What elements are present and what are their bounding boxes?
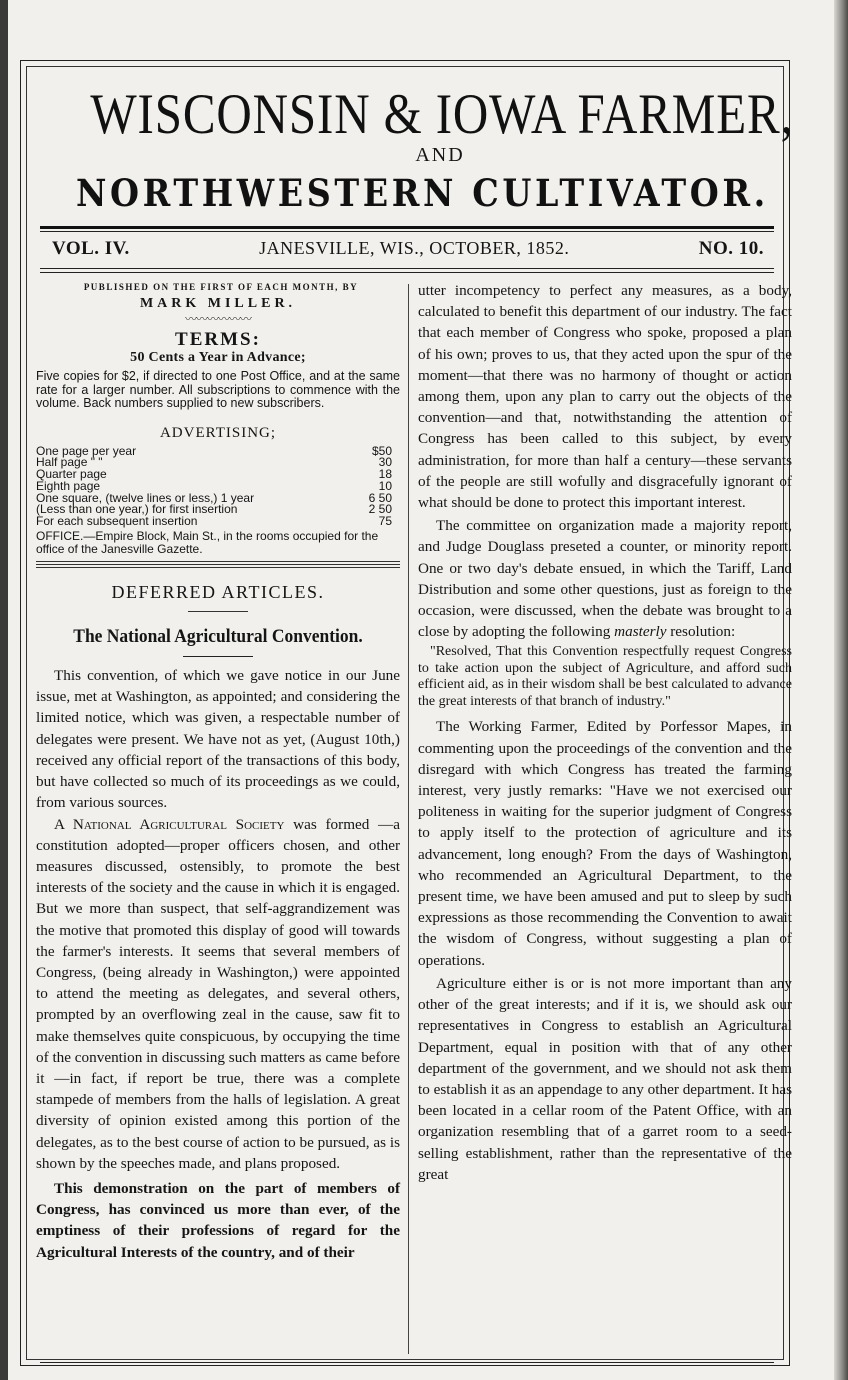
rate-price: 10 [378, 478, 392, 493]
dateline: JANESVILLE, WIS., OCTOBER, 1852. [259, 238, 570, 258]
terms-text: Five copies for $2, if directed to one Post Office, and at the same rate for a larger number. All subscriptions to commence with the volume. Back numbers supplied to new subscribers. [36, 369, 400, 410]
section-separator [188, 611, 248, 612]
publisher-box [36, 282, 400, 568]
rate-label: Eighth page [36, 478, 101, 493]
article-heading: The National Agricultural Convention. [73, 626, 363, 648]
emphasis: masterly [614, 623, 667, 641]
article-paragraph: utter incompetency to perfect any measures, as a body, calculated to benefit this department of our industry. The fact that each member of Congress who spoke, proposed a plan of his own; proves to us, that they acted upon the spur of the moment—that there was no harmony of thought or action among them, upon any plan to carry out the objects of the convention—and that, notwithstanding the attention of Congress has been called to this subject, by every administration, for more than half a century—these servants of the people are still wofully and disgracefully ignorant of what should be done to protect this important interest. [418, 282, 792, 512]
article-paragraph: This convention, of which we gave notice in our June issue, met at Washington, as appointed; and considering the limited notice, which was given, a respectable number of delegates were present. We have not as yet, (August 10th,) received any official report of the transactions of this body, but have collected so much of its proceedings as we could, from various sources. [36, 667, 400, 812]
article-paragraph: Agriculture either is or is not more important than any other of the great interests; and if it is, we should ask our representatives in Congress to establish an Agricultural Department, equal in position with that of any other department of the government, and we should not ask them to establish it as an appendage to any other department. It has been located in a cellar room of the Patent Office, with an organization resembling that of a garret room to a seed-selling establishment, rather than the representative of the great [418, 974, 792, 1183]
advertising-rates [36, 443, 400, 529]
rate-price: $50 [371, 443, 392, 458]
terms-heading: TERMS: [175, 329, 261, 350]
publication-notice: PUBLISHED ON THE FIRST OF EACH MONTH, BY [83, 282, 359, 292]
rate-label: (Less than one year,) for first insertion [36, 502, 238, 517]
masthead-rule-thin [40, 231, 774, 232]
publisher-name: MARK MILLER. [139, 296, 297, 311]
subscription-price: 50 Cents a Year in Advance; [130, 350, 306, 365]
rate-price: 18 [378, 467, 392, 482]
rate-label: Quarter page [36, 467, 107, 482]
scan-left-edge [0, 0, 8, 1380]
rate-price: 6 50 [368, 490, 392, 505]
paragraph-text: The committee on organization made a majority report, and Judge Douglass preseted a counter, or minority report. One or two day's debate ensued, in which the Tariff, Land Distribution and some other questions, just as foreign to the occasion, were discussed, when the debate was brought to a close by adopting the following [418, 517, 792, 641]
paragraph-text: was formed —a constitution adopted—proper officers chosen, and other measures discussed, ostensibly, to promote the best interests of the society and the cause in which it is engaged. But we more than suspect, that self-aggrandizement was the motive that promoted this display of good will towards the farmer's interests. It seems that several members of Congress, (being already in Washington,) were appointed to attend the meeting as delegates, and several others, prompted by an overflowing zeal in the cause, saw fit to make themselves quite conspicuous, by occupying the time of the convention in discussing such matters as came before it —in fact, if report be true, there was a complete stampede of members from the halls of legislation. A great diversity of opinion existed among this portion of the delegates, as to the best course of action to be pursued, as is shown by the speeches made, and plans proposed. [36, 815, 400, 1172]
masthead [40, 83, 794, 215]
left-column [36, 282, 400, 1263]
article-paragraph [418, 515, 792, 642]
column-divider [408, 284, 409, 1354]
box-rule-double [36, 564, 400, 568]
rate-price: 2 50 [368, 502, 392, 517]
article-separator [183, 656, 253, 657]
rate-label: One page per year [36, 443, 137, 458]
issue-line [52, 238, 764, 260]
volume-number: VOL. IV. [52, 238, 130, 259]
article-paragraph: This demonstration on the part of members of Congress, has convinced us more than ever, of the emptiness of their professions of regard for the Agricultural Interests of the country, and of their [36, 1179, 400, 1261]
masthead-rule [40, 226, 774, 229]
article-paragraph: The Working Farmer, Edited by Porfessor Mapes, in commenting upon the proceedings of the convention and the disregard with which Congress has treated the farming interest, very justly remarks: "Have we not exercised our politeness in waiting for the superior judgment of Congress to apply itself to the protection of agriculture and its advancement, long enough? From the days of Washington, who recommended an Agricultural Department, to the present time, we have been amused and put to sleep by such expressions as those recommending the Convention to await the wisdom of Congress, without suggesting a plan of operations. [418, 718, 792, 969]
paragraph-text: resolution: [666, 623, 736, 641]
masthead-and: AND [415, 144, 465, 166]
issue-number: NO. 10. [698, 238, 764, 259]
issue-rule [40, 268, 774, 269]
box-rule [36, 561, 400, 562]
section-heading: DEFERRED ARTICLES. [111, 582, 325, 603]
newspaper-title: WISCONSIN & IOWA FARMER, [90, 83, 794, 146]
rate-label: One square, (twelve lines or less,) 1 year [36, 490, 255, 505]
bottom-rule [40, 1362, 774, 1363]
society-name: A National Agricultural Society [54, 815, 285, 833]
rate-row [36, 516, 400, 528]
advertising-heading: ADVERTISING; [159, 424, 277, 441]
rate-price: 75 [378, 514, 392, 529]
right-column [418, 280, 792, 1185]
newspaper-subtitle: NORTHWESTERN CULTIVATOR. [76, 171, 769, 215]
article-paragraph [36, 814, 400, 1174]
ornament-rule: 〰〰〰〰〰〰 [184, 312, 251, 326]
rate-label: Half page " " [36, 455, 103, 470]
office-notice: OFFICE.—Empire Block, Main St., in the rooms occupied for the office of the Janesville Gazette. [36, 529, 379, 556]
rate-label: For each subsequent insertion [36, 514, 198, 529]
rate-price: 30 [378, 455, 392, 470]
resolution-quote: "Resolved, That this Convention respectfully request Congress to take action upon the subject of Agriculture, and afford such efficient aid, as in their wisdom shall be best calculated to advance the great interests of that branch of industry." [418, 644, 792, 709]
issue-rule-2 [40, 272, 774, 273]
scan-right-edge [834, 0, 848, 1380]
